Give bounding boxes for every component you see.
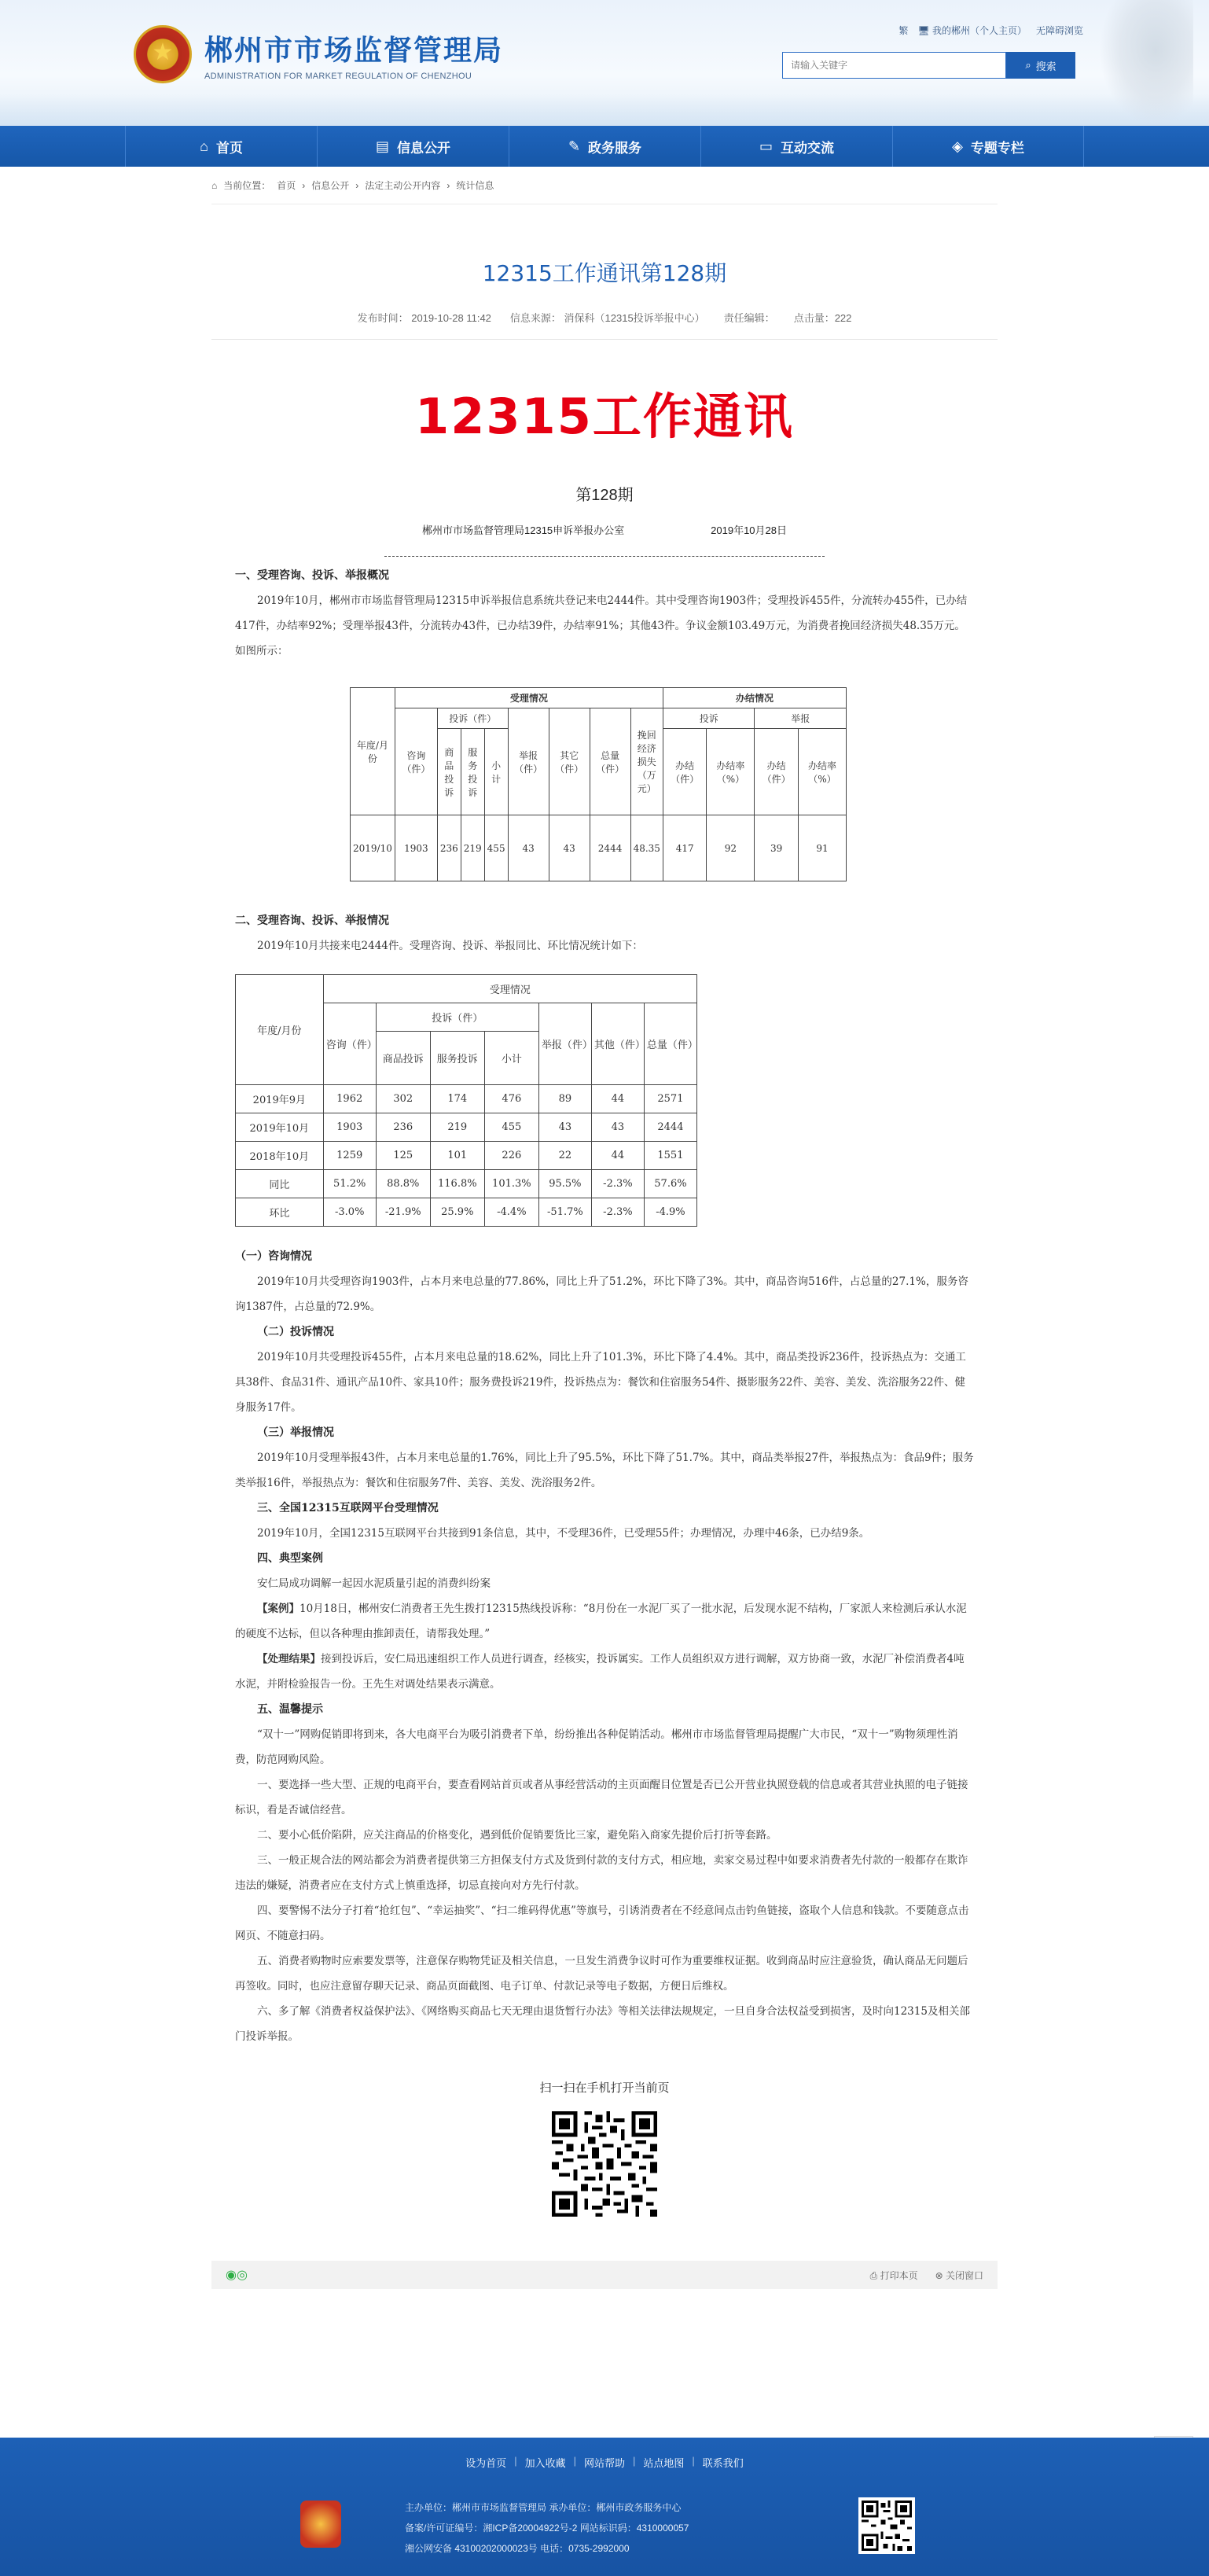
table-row: 2019/10 1903 236 219 455 43 43 2444 48.35 417 92 39 91 — [351, 815, 847, 881]
top-links — [898, 24, 1083, 37]
tip-paragraph: 五、消费者购物时应索要发票等，注意保存购物凭证及相关信息，一旦发生消费争议时可作为重要维权证据。收到商品时应注意验货，确认商品无问题后再签收。同时，也应注意留存聊天记录、商品页面截图、电子订单、付款记录等电子数据，方便日后维权。 — [235, 1955, 968, 1993]
th2-ym: 年度/月份 — [236, 975, 324, 1085]
edit-icon: ✎ — [568, 138, 581, 154]
footer-link-contact[interactable]: 联系我们 — [702, 2457, 744, 2469]
th-done: 办结情况 — [663, 688, 846, 708]
th-loss: 挽回经济损失（万元） — [630, 708, 663, 815]
case-result: 【处理结果】接到投诉后，安仁局迅速组织工作人员进行调查，经核实，投诉属实。工作人员组织双方进行调解，双方协商一致，水泥厂补偿消费者4吨水泥，并附检验报告一份。王先生对调处结果表示满意。 — [235, 1653, 965, 1691]
nav-gov-services[interactable]: ✎ 政务服务 — [509, 126, 700, 167]
report-title: （三）举报情况 — [257, 1426, 334, 1439]
table-row: 2018年10月 1259 125 101 226 22 44 1551 — [236, 1142, 697, 1170]
chat-icon: ▭ — [759, 138, 773, 154]
complaint-body: 2019年10月共受理投诉455件，占本月来电总量的18.62%，同比上升了101.3%，环比下降了4.4%。其中，商品类投诉236件，投诉热点为：交通工具38件、食品31件、通讯产品10件、家具10件；服务费投诉219件，投诉热点为：餐饮和住宿服务54件、摄影服务22件、美容、美发、洗浴服务22件、健身服务17件。 — [235, 1351, 966, 1414]
th-done-n-1: 办结（件） — [663, 729, 706, 815]
section-1-body: 2019年10月，郴州市市场监督管理局12315申诉举报信息系统共登记来电2444件。其中受理咨询1903件；受理投诉455件，分流转办455件，已办结417件，办结率92%；受理举报43件，分流转办43件，已办结39件，办结率91%；其他43件。争议金额103.49万元，为消费者挽回经济损失48.35万元。如图所示： — [235, 594, 968, 657]
breadcrumb-stats[interactable]: 统计信息 — [456, 180, 494, 191]
stone-lion-decoration — [1099, 0, 1193, 126]
print-button[interactable]: ⎙ 打印本页 — [869, 2269, 918, 2281]
complaint-title: （二）投诉情况 — [257, 1326, 334, 1338]
nav-info-disclosure[interactable]: ▤ 信息公开 — [317, 126, 509, 167]
party-gov-badge-icon[interactable] — [300, 2501, 341, 2548]
breadcrumb: ⌂ 当前位置： 首页 › 信息公开 › 法定主动公开内容 › 统计信息 — [211, 167, 998, 204]
article-title: 12315工作通讯第128期 — [482, 260, 727, 286]
info-source: 信息来源： 消保科（12315投诉举报中心） — [509, 312, 705, 324]
report-body: 2019年10月受理举报43件，占本月来电总量的1.76%，同比上升了95.5%，环比下降了51.7%。其中，商品类举报27件，举报热点为：食品9件；服务类举报16件，举报热点为：餐饮和住宿服务7件、美容、美发、洗浴服务2件。 — [235, 1452, 974, 1489]
national-emblem-icon — [134, 25, 192, 83]
my-chenzhou-link[interactable]: 🖥 我的郴州（个人主页） — [917, 25, 1027, 36]
issue-number: 第128期 — [575, 487, 634, 504]
consult-body: 2019年10月共受理咨询1903件，占本月来电总量的77.86%，同比上升了51.2%，环比下降了3%。其中，商品咨询516件，占总量的27.1%，服务咨询1387件，占总量的72.9%。 — [235, 1275, 968, 1313]
section-1-title: 一、受理咨询、投诉、举报概况 — [235, 569, 389, 582]
th-consult: 咨询（件） — [395, 708, 437, 815]
search-input[interactable] — [782, 52, 1006, 79]
tip-paragraph: 一、要选择一些大型、正规的电商平台，要查看网站首页或者从事经营活动的主页面醒目位置是否已公开营业执照登载的信息或者其营业执照的电子链接标识，看是否诚信经营。 — [235, 1779, 968, 1816]
search-bar — [782, 52, 1075, 79]
footer-info — [405, 2497, 689, 2559]
tip-paragraph: “双十一”网购促销即将到来，各大电商平台为吸引消费者下单，纷纷推出各种促销活动。郴州市市场监督管理局提醒广大市民，“双十一”购物须理性消费，防范网购风险。 — [235, 1728, 958, 1766]
table-row: 环比 -3.0% -21.9% 25.9% -4.4% -51.7% -2.3% -4.9% — [236, 1198, 697, 1227]
table-comparison — [235, 974, 697, 1227]
breadcrumb-prefix: 当前位置： — [223, 180, 271, 191]
site-logo[interactable] — [134, 25, 503, 83]
th2-report: 举报（件） — [538, 1003, 591, 1085]
section-3-body: 2019年10月，全国12315互联网平台共接到91条信息，其中，不受理36件，已受理55件；办理情况，办理中46条，已办结9条。 — [257, 1527, 870, 1540]
footer-host: 主办单位：郴州市市场监督管理局 承办单位：郴州市政务服务中心 — [405, 2502, 682, 2513]
home-small-icon: ⌂ — [211, 179, 218, 191]
editor: 责任编辑： — [723, 312, 775, 324]
th-report: 举报（件） — [508, 708, 549, 815]
tip-paragraph: 二、要小心低价陷阱，应关注商品的价格变化，遇到低价促销要货比三家，避免陷入商家先提价后打折等套路。 — [257, 1829, 777, 1842]
footer-link-homepage[interactable]: 设为首页 — [465, 2457, 507, 2469]
org-name-cn: 郴州市市场监督管理局 — [204, 34, 504, 67]
hat-icon: ◈ — [952, 138, 963, 154]
nav-home[interactable]: ⌂ 首页 — [125, 126, 317, 167]
th2-subtotal: 小计 — [484, 1032, 538, 1085]
tip-paragraph: 三、一般正规合法的网站都会为消费者提供第三方担保支付方式及货到付款的支付方式，相应地，卖家交易过程中如要求消费者先付款的一般都存在欺诈违法的嫌疑，消费者应在支付方式上慎重选择，切忌直接向对方先行付款。 — [235, 1854, 968, 1892]
newsletter-title: 12315工作通讯 — [415, 388, 794, 445]
case-text: 【案例】10月18日，郴州安仁消费者王先生拨打12315热线投诉称：“8月份在一水泥厂买了一批水泥，后发现水泥不结构，厂家派人来检测后承认水泥的硬度不达标，但以各种理由推卸责任，请帮我处理。” — [235, 1603, 967, 1640]
th-subtotal: 小计 — [484, 729, 508, 815]
mobile-qr-section — [211, 2079, 998, 2217]
click-count: 点击量：222 — [793, 312, 852, 324]
article — [211, 256, 998, 2289]
article-toolbar — [211, 2261, 998, 2289]
th-done-n-2: 办结（件） — [755, 729, 798, 815]
footer-icp: 备案/许可证编号：湘ICP备20004922号-2 网站标识码：4310000057 — [405, 2523, 689, 2534]
search-button[interactable]: ⌕ 搜索 — [1006, 52, 1075, 79]
accessibility-link[interactable]: 无障碍浏览 — [1035, 25, 1083, 36]
share-wechat-icon[interactable]: ◉◎ — [226, 2269, 248, 2282]
section-2-body: 2019年10月共接来电2444件。受理咨询、投诉、举报同比、环比情况统计如下： — [257, 940, 643, 952]
section-3-title: 三、全国12315互联网平台受理情况 — [257, 1502, 439, 1514]
th2-complaint: 投诉（件） — [376, 1003, 538, 1032]
footer-link-help[interactable]: 网站帮助 — [583, 2457, 625, 2469]
th-rate-2: 办结率（%） — [798, 729, 846, 815]
issue-date: 2019年10月28日 — [711, 524, 787, 536]
th2-total: 总量（件） — [644, 1003, 696, 1085]
th2-received: 受理情况 — [323, 975, 696, 1003]
nav-special-topics[interactable]: ◈ 专题专栏 — [892, 126, 1084, 167]
footer-links: 设为首页 | 加入收藏 | 网站帮助 | 站点地图 | 联系我们 — [465, 2455, 744, 2469]
breadcrumb-legal[interactable]: 法定主动公开内容 — [365, 180, 441, 191]
th-total: 总量（件） — [590, 708, 630, 815]
th-other: 其它（件） — [549, 708, 590, 815]
home-icon: ⌂ — [200, 138, 208, 154]
th-goods: 商品投诉 — [437, 729, 461, 815]
qr-code-icon — [552, 2111, 657, 2217]
th-done-report: 举报 — [755, 708, 847, 729]
table-row: 同比 51.2% 88.8% 116.8% 101.3% 95.5% -2.3% 57.6% — [236, 1170, 697, 1198]
close-window-button[interactable]: ⊗ 关闭窗口 — [935, 2269, 983, 2281]
th2-goods: 商品投诉 — [376, 1032, 430, 1085]
footer-police: 湘公网安备 43100202000023号 电话：0735-2992000 — [405, 2543, 630, 2554]
footer-link-bookmark[interactable]: 加入收藏 — [524, 2457, 566, 2469]
office-line — [211, 522, 998, 537]
th2-other: 其他（件） — [591, 1003, 644, 1085]
qr-caption: 扫一扫在手机打开当前页 — [539, 2081, 670, 2095]
issuing-office: 郴州市市场监督管理局12315申诉举报办公室 — [422, 524, 625, 536]
th-rate-1: 办结率（%） — [707, 729, 755, 815]
th-done-complaint: 投诉 — [663, 708, 755, 729]
document-icon: ▤ — [375, 138, 389, 154]
publish-time: 发布时间： 2019-10-28 11:42 — [357, 312, 491, 324]
footer-qr-code-icon — [858, 2497, 915, 2554]
breadcrumb-info[interactable]: 信息公开 — [311, 180, 350, 191]
case-subtitle: 安仁局成功调解一起因水泥质量引起的消费纠纷案 — [257, 1577, 491, 1590]
nav-interaction[interactable]: ▭ 互动交流 — [700, 126, 892, 167]
breadcrumb-home[interactable]: 首页 — [277, 180, 296, 191]
footer-link-sitemap[interactable]: 站点地图 — [643, 2457, 685, 2469]
th-ym: 年度/月份 — [351, 688, 395, 815]
th2-service: 服务投诉 — [430, 1032, 484, 1085]
tip-paragraph: 六、多了解《消费者权益保护法》、《网络购买商品七天无理由退货暂行办法》等相关法律法规规定，一旦自身合法权益受到损害，及时向12315及相关部门投诉举报。 — [235, 2005, 970, 2043]
th-received: 受理情况 — [395, 688, 663, 708]
table-summary — [350, 687, 847, 881]
search-icon: ⌕ — [1025, 59, 1031, 71]
article-meta — [211, 310, 998, 340]
tip-paragraph: 四、要警惕不法分子打着“抢红包”、“幸运抽奖”、“扫二维码得优惠”等旗号，引诱消费者在不经意间点击钓鱼链接，盗取个人信息和钱款。不要随意点击网页、不随意扫码。 — [235, 1904, 969, 1942]
table-row: 2019年9月 1962 302 174 476 89 44 2571 — [236, 1085, 697, 1113]
th-complaint: 投诉（件） — [437, 708, 508, 729]
section-5-title: 五、温馨提示 — [257, 1703, 323, 1716]
table-row: 2019年10月 1903 236 219 455 43 43 2444 — [236, 1113, 697, 1142]
section-4-title: 四、典型案例 — [257, 1552, 323, 1565]
org-name-en: ADMINISTRATION FOR MARKET REGULATION OF CHENZHOU — [204, 71, 472, 81]
site-footer — [0, 2438, 1209, 2576]
th-service: 服务投诉 — [461, 729, 484, 815]
header-skyline — [0, 94, 1209, 126]
traditional-chinese-link[interactable]: 繁 — [898, 25, 909, 36]
consult-title: （一）咨询情况 — [235, 1250, 312, 1263]
main-nav — [0, 126, 1209, 167]
th2-consult: 咨询（件） — [323, 1003, 376, 1085]
site-header — [0, 0, 1209, 126]
section-2-title: 二、受理咨询、投诉、举报情况 — [235, 914, 389, 927]
